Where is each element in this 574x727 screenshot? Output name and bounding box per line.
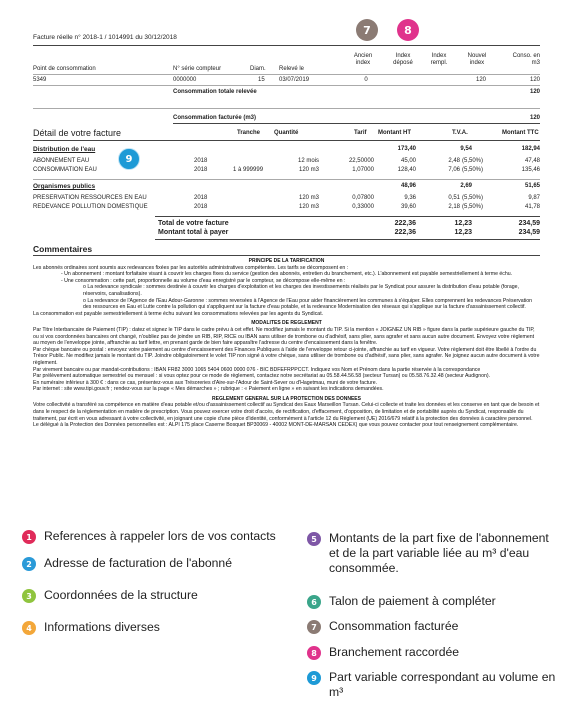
- org-ttc: 51,65: [524, 183, 540, 189]
- line-tva-rate: (5,50%): [462, 195, 484, 201]
- line-label: ABONNEMENT EAU: [33, 158, 90, 164]
- cell-diam: 15: [258, 77, 265, 83]
- header-releve: Relevé le: [279, 66, 305, 72]
- facturee-value: 120: [529, 115, 540, 121]
- badge-9-icon: 9: [118, 148, 140, 170]
- cell-pdc: 5349: [33, 77, 47, 83]
- invoice-reference: Facture réelle n° 2018-1 / 1014991 du 30/12/2018: [33, 34, 177, 41]
- total-releve-value: 120: [529, 89, 540, 95]
- col-tarif: Tarif: [354, 130, 367, 136]
- line-year: 2018: [194, 195, 208, 201]
- dist-ttc: 182,94: [521, 146, 540, 152]
- cell-nouvel: 120: [475, 77, 486, 83]
- divider: [155, 216, 540, 217]
- dist-tva: 9,54: [460, 146, 472, 152]
- org-tva: 2,69: [460, 183, 472, 189]
- paragraph: Par prélèvement automatique semestriel ou mensuel : si vous optez pour ce mode de règlement, contactez notre secrétariat au 05.58.44.56.58 (secteur Tursan) ou 05.58.76.32.48 (secteur Audignon).: [33, 373, 491, 380]
- section-title-rgpd: REGLEMENT GENERAL SUR LA PROTECTION DES DONNEES: [212, 395, 361, 402]
- line-year: 2018: [194, 158, 208, 164]
- paragraph: La consommation est payable semestriellement à terme échu suivant les consommations relevées par les agents du Syndicat.: [33, 310, 324, 317]
- paragraph: Par Titre Interbancaire de Paiement (TIP) : datez et signez le TIP dans le cadre prévu à cet effet. Ne modifiez jamais le montant du TIP. Si la mention « JOIGNEZ UN RIB » figure dans la partie supérieure gauche du TIP, ou si vos coordonnées bancaires ont changé, n'oubliez pas de joindre un RIB, RIP, RICE ou IBAN sans utiliser de trombone ou d'adhésif, sans plier, sans agrafer et sans aucun autre document. Envoyez votre règlement au moyen de l'enveloppe jointe, affranchie au tarif lettre, en prenant garde de bien faire apparaître l'adresse du centre d'encaissement dans la fenêtre.: [33, 326, 535, 347]
- line-ht: 9,36: [404, 195, 416, 201]
- line-qty: 120 m3: [298, 204, 319, 210]
- header-rempl: Index rempl.: [430, 53, 448, 66]
- line-ttc: 135,46: [521, 167, 540, 173]
- line-qty: 120 m3: [298, 195, 319, 201]
- legend-item-2: Adresse de facturation de l'abonné: [44, 556, 232, 570]
- header-pdc: Point de consommation: [33, 66, 96, 72]
- paragraph: - Un abonnement : montant forfaitaire visant à couvrir les charges fixes du service (gestion des abonnés, entretien du branchement, etc.). L'abonnement est payable semestriellement à terme échu.: [61, 271, 513, 278]
- col-tranche: Tranche: [237, 130, 261, 136]
- line-tva-rate: (5,50%): [462, 167, 484, 173]
- divider: [33, 108, 540, 109]
- pay-tva: 12,23: [454, 229, 472, 236]
- header-conso: Conso. en m3: [512, 53, 540, 66]
- paragraph: Le délégué à la Protection des Données personnelles est : ALPI 175 place Caserne Bosquet BP30069 - 40002 MONT-DE-MARSAN CEDEX) que vous pouvez contacter pour tout renseignement complémentaire.: [33, 422, 519, 429]
- col-ttc: Montant TTC: [502, 130, 539, 136]
- comments-title: Commentaires: [33, 244, 93, 254]
- line-tarif: 22,50000: [348, 158, 374, 164]
- line-tarif: 0,07800: [352, 195, 374, 201]
- line-year: 2018: [194, 167, 208, 173]
- line-ttc: 47,48: [524, 158, 540, 164]
- paragraph: Par virement bancaire ou par mandat-contributions : IBAN FR82 3000 1065 5404 0600 0000 076 - BIC BDFEFRPPCCT. Indiquez vos Nom et Prénom dans la partie réservée à la correspondance: [33, 366, 481, 373]
- header-ancien: Ancien index: [353, 53, 373, 66]
- col-quantite: Quantité: [274, 130, 299, 136]
- line-ht: 45,00: [400, 158, 416, 164]
- org-ht: 48,96: [400, 183, 416, 189]
- paragraph: Par internet : site www.tipi.gouv.fr ; rendez-vous sur la page « Mes démarches » ; rubrique : « Paiement en ligne » en suivant les indications demandées.: [33, 386, 384, 393]
- line-qty: 12 mois: [297, 158, 319, 164]
- badge-7-icon: 7: [356, 19, 378, 41]
- cell-serie: 0000000: [173, 77, 197, 83]
- line-tva: 2,48: [448, 158, 460, 164]
- cell-ancien: 0: [364, 77, 368, 83]
- line-tva: 2,18: [448, 204, 460, 210]
- total-ttc: 234,59: [518, 220, 540, 227]
- paragraph: - Une consommation : cette part, proportionnelle au volume d'eau enregistré par le compteur, se décompose elle-même en :: [61, 277, 346, 284]
- total-tva: 12,23: [454, 220, 472, 227]
- divider: [33, 255, 540, 256]
- legend-number-3-icon: 3: [22, 589, 36, 603]
- line-tva-rate: (5,50%): [462, 158, 484, 164]
- facturee-label: Consommation facturée (m3): [173, 115, 257, 121]
- divider: [33, 45, 540, 46]
- line-ttc: 41,78: [524, 204, 540, 210]
- line-tva-rate: (5,50%): [462, 204, 484, 210]
- dist-ht: 173,40: [397, 146, 416, 152]
- line-qty: 120 m3: [298, 167, 319, 173]
- header-depose: Index déposé: [393, 53, 413, 66]
- legend-number-9-icon: 9: [307, 671, 321, 685]
- legend-item-9: Part variable correspondant au volume en m³: [329, 670, 556, 699]
- divider: [173, 123, 540, 124]
- col-ht: Montant HT: [378, 130, 411, 136]
- divider: [33, 179, 540, 180]
- legend-item-6: Talon de paiement à compléter: [329, 594, 496, 608]
- pay-label: Montant total à payer: [158, 229, 229, 236]
- divider: [33, 74, 540, 75]
- legend-number-2-icon: 2: [22, 557, 36, 571]
- line-year: 2018: [194, 204, 208, 210]
- pay-ht: 222,36: [394, 229, 416, 236]
- col-tva: T.V.A.: [452, 130, 468, 136]
- dist-label: Distribution de l'eau: [33, 146, 96, 153]
- line-tva: 0,51: [448, 195, 460, 201]
- line-tarif: 1,07000: [352, 167, 374, 173]
- line-label: PRESERVATION RESSOURCES EN EAU: [33, 195, 147, 201]
- section-title-tarification: PRINCIPE DE LA TARIFICATION: [248, 258, 325, 264]
- legend-number-5-icon: 5: [307, 532, 321, 546]
- paragraph: o La redevance de l'Agence de l'Eau Adour-Garonne : sommes reversées à l'Agence de l'Eau pour aider financièrement les communes à s'équiper. Elles comprennent les redevances Préservation des ressources en Eau et Lutte contre la pollution qui s'appliquent sur la facture d'eau potable, et la redevance Modernisation des réseaux qui s'applique sur la facture d'assainissement collectif.: [83, 297, 533, 311]
- org-label: Organismes publics: [33, 183, 96, 190]
- total-label: Total de votre facture: [158, 220, 229, 227]
- legend-number-7-icon: 7: [307, 620, 321, 634]
- legend-number-4-icon: 4: [22, 621, 36, 635]
- line-label: REDEVANCE POLLUTION DOMESTIQUE: [33, 204, 148, 210]
- section-title-reglement: MODALITES DE REGLEMENT: [251, 320, 322, 327]
- legend-item-3: Coordonnées de la structure: [44, 588, 198, 602]
- line-ht: 128,40: [397, 167, 416, 173]
- badge-8-icon: 8: [397, 19, 419, 41]
- header-diam: Diam.: [250, 66, 266, 72]
- legend-item-1: References à rappeler lors de vos contacts: [44, 529, 276, 543]
- line-tranche: 1 à 999999: [233, 167, 264, 173]
- legend-item-7: Consommation facturée: [329, 619, 459, 633]
- total-releve-label: Consommation totale relevée: [173, 89, 257, 95]
- line-label: CONSOMMATION EAU: [33, 167, 97, 173]
- divider: [33, 85, 540, 86]
- legend-item-8: Branchement raccordée: [329, 645, 460, 659]
- legend-number-6-icon: 6: [307, 595, 321, 609]
- paragraph: o La redevance syndicale : sommes destinée à couvrir les charges d'exploitation et les charges des investissements réalisés par le Syndicat pour assurer la distribution d'eau potable (forage, réservoirs, canalisations).: [83, 284, 519, 297]
- detail-title: Détail de votre facture: [33, 128, 122, 138]
- header-nouvel: Nouvel index: [467, 53, 487, 66]
- paragraph: Votre collectivité a transféré sa compétence en matière d'eau potable et/ou d'assainissement collectif au Syndicat des Eaux Marseillon Tursan. Celui-ci collecte et traite les données et les conserve en tant que de besoin et dans le respect de la réglementation en matière de prescription. Vous pouvez exercer votre droit d'accès, de rectification, d'effacement, d'opposition, de limitation et de portabilité auprès du Syndicat, responsable du traitement, par écrit en vous adressant à votre collectivité, en joignant une copie d'une pièce d'identité, conformément à l'article 12 du Règlement (UE) 2016/679 relatif à la protection des données à caractère personnel.: [33, 402, 540, 422]
- line-tva: 7,06: [448, 167, 460, 173]
- legend-number-1-icon: 1: [22, 530, 36, 544]
- comments-body: [33, 258, 540, 500]
- paragraph: Par chèque bancaire ou postal : envoyez votre paiement au centre d'encaissement des Finances Publiques à l'aide de l'enveloppe retour ci-jointe, affranchie au tarif en vigueur. Votre règlement doit être libellé à l'ordre du Trésor Public. Ne modifiez jamais le montant du TIP. Joindre obligatoirement le volet TIP non signé à votre chèque, sans utiliser de trombone ou d'adhésif, sans plier, sans agrafer. Ne joignez aucun autre document à votre règlement.: [33, 346, 540, 366]
- legend-number-8-icon: 8: [307, 646, 321, 660]
- divider: [155, 239, 540, 240]
- cell-conso: 120: [529, 77, 540, 83]
- legend-item-4: Informations diverses: [44, 620, 160, 634]
- paragraph: En numéraire inférieur à 300 € : dans ce cas, présentez-vous aux Trésoreries d'Aire-sur-l'Adour de Saint-Sever ou d'Hagetmau, muni de votre facture.: [33, 379, 378, 386]
- divider: [33, 140, 540, 141]
- total-ht: 222,36: [394, 220, 416, 227]
- pay-ttc: 234,59: [518, 229, 540, 236]
- line-ttc: 9,87: [528, 195, 540, 201]
- cell-releve: 03/07/2019: [279, 77, 310, 83]
- header-serie: N° série compteur: [173, 66, 222, 72]
- paragraph: Les abonnés ordinaires sont soumis aux redevances fixées par les autorités administratives compétentes. Les tarifs se décomposent en :: [33, 264, 349, 271]
- line-ht: 39,60: [400, 204, 416, 210]
- line-tarif: 0,33000: [352, 204, 374, 210]
- legend-item-5: Montants de la part fixe de l'abonnement et de la part variable liée au m³ d'eau consommée.: [329, 531, 549, 575]
